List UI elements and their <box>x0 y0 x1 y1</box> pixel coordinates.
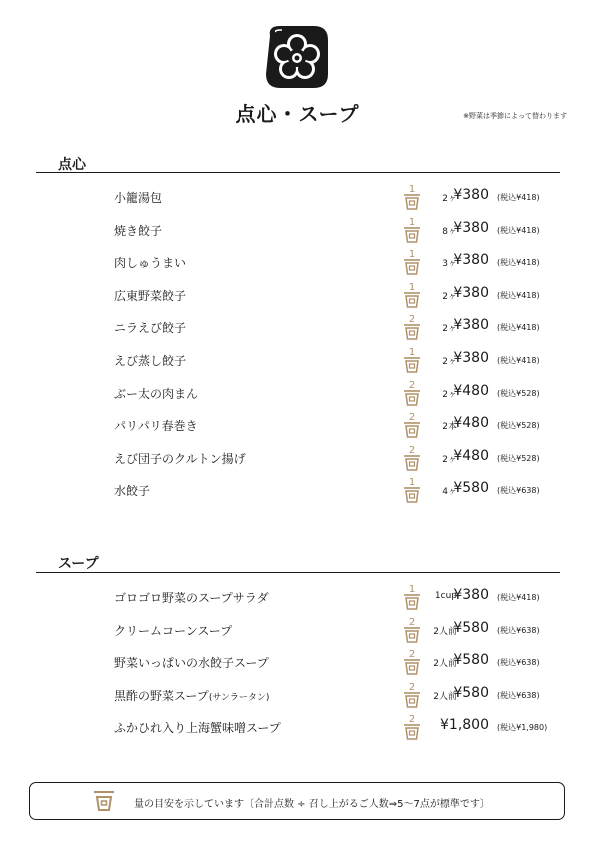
item-name-text: 肉しゅうまい <box>114 256 187 271</box>
item-price-with-tax: (税込¥418) <box>497 225 540 235</box>
item-quantity: 2ヶ <box>442 357 457 367</box>
menu-item <box>0 377 595 409</box>
portion-pot-icon <box>403 616 421 644</box>
item-price: ¥1,800 <box>440 717 489 734</box>
menu-item <box>0 646 595 678</box>
item-name-text: クリームコーンスープ <box>114 623 233 638</box>
item-name-text: ニラえび餃子 <box>114 321 187 336</box>
item-quantity: 3ヶ <box>442 259 457 270</box>
menu-item <box>0 214 595 246</box>
point-number: 1 <box>408 249 416 261</box>
section-title: スープ <box>58 556 99 572</box>
item-name-text: 水餃子 <box>114 484 151 499</box>
portion-pot-icon <box>403 583 421 611</box>
item-price-with-tax: (税込¥528) <box>497 421 540 431</box>
menu-item <box>0 279 595 311</box>
item-name <box>114 719 281 736</box>
portion-pot-icon <box>403 411 421 439</box>
section-title: 点心 <box>58 157 86 173</box>
item-name-text: ふかひれ入り上海蟹味噌スープ <box>114 721 281 736</box>
portion-pot-icon <box>403 216 421 244</box>
item-name <box>114 319 186 336</box>
item-quantity: 2ヶ <box>442 454 457 465</box>
portion-pot-icon <box>403 444 421 472</box>
portion-pot-icon <box>403 313 421 341</box>
item-name-text: 野菜いっぱいの水餃子スープ <box>114 656 269 671</box>
item-price-with-tax: (税込¥418) <box>497 323 540 333</box>
portion-pot-icon <box>403 248 421 276</box>
item-quantity: 2ヶ <box>442 389 457 400</box>
item-name <box>114 589 269 606</box>
item-price-with-tax: (税込¥528) <box>497 453 540 463</box>
item-price: ¥380 <box>453 187 489 203</box>
item-name-text: 黒酢の野菜スープ <box>114 688 209 703</box>
menu-item <box>0 581 595 613</box>
point-number: 2 <box>408 649 416 661</box>
item-price-with-tax: (税込¥528) <box>497 388 540 398</box>
item-quantity: 2ヶ <box>442 291 457 302</box>
item-name-text: 焼き餃子 <box>114 223 163 238</box>
item-name-text: ゴロゴロ野菜のスープサラダ <box>114 591 269 605</box>
point-number: 1 <box>408 281 416 293</box>
item-quantity: 2ヶ <box>442 324 457 335</box>
point-number: 1 <box>408 347 416 358</box>
menu-item <box>0 474 595 506</box>
restaurant-logo <box>262 22 332 92</box>
item-price: ¥580 <box>453 480 489 497</box>
item-price-with-tax: (税込¥418) <box>497 593 540 602</box>
item-quantity: 8ヶ <box>442 226 457 237</box>
item-name-text: 小籠湯包 <box>114 191 163 205</box>
menu-item <box>0 711 595 743</box>
item-price-with-tax: (税込¥418) <box>497 356 540 365</box>
menu-item <box>0 409 595 441</box>
item-price-with-tax: (税込¥1,980) <box>497 723 548 733</box>
item-price: ¥580 <box>453 652 489 669</box>
portion-pot-icon <box>403 713 421 741</box>
menu-item <box>0 679 595 711</box>
item-quantity: 2人前 <box>433 626 457 637</box>
item-name <box>114 287 186 304</box>
point-number: 2 <box>408 681 416 693</box>
item-price-with-tax: (税込¥638) <box>497 690 540 700</box>
point-number: 2 <box>408 616 416 628</box>
item-name-text: えび団子のクルトン揚げ <box>114 451 246 466</box>
section-divider <box>36 572 560 573</box>
portion-pot-icon <box>403 346 421 374</box>
item-name <box>114 482 150 499</box>
point-number: 2 <box>408 714 416 726</box>
portion-pot-icon <box>403 476 421 504</box>
item-name <box>114 352 186 369</box>
item-price: ¥380 <box>453 219 489 236</box>
item-price-with-tax: (税込¥638) <box>497 658 540 668</box>
item-price-with-tax: (税込¥418) <box>497 258 540 268</box>
portion-pot-icon <box>403 648 421 676</box>
point-number: 1 <box>408 477 416 489</box>
point-number: 2 <box>408 314 416 326</box>
item-name <box>114 417 198 434</box>
item-name <box>114 254 186 271</box>
item-name <box>114 687 269 704</box>
point-number: 2 <box>408 379 416 391</box>
item-name <box>114 222 162 239</box>
item-price: ¥480 <box>453 447 489 464</box>
item-name-text: パリパリ春巻き <box>114 419 198 434</box>
item-quantity: 2ヶ <box>442 194 457 204</box>
portion-legend <box>29 782 565 820</box>
point-number: 1 <box>408 584 416 595</box>
item-price: ¥580 <box>453 619 489 636</box>
portion-pot-icon <box>403 281 421 309</box>
item-name-text: 広東野菜餃子 <box>114 288 187 303</box>
menu-item <box>0 311 595 343</box>
menu-item <box>0 344 595 376</box>
portion-pot-icon <box>403 379 421 407</box>
item-name-note: (サンラータン) <box>208 692 270 703</box>
item-price: ¥380 <box>453 317 489 334</box>
seasonal-note: ※野菜は季節によって替わります <box>463 112 567 120</box>
item-quantity: 2本 <box>442 422 457 433</box>
item-price: ¥580 <box>453 684 489 701</box>
item-name <box>114 654 269 671</box>
item-name <box>114 189 162 206</box>
portion-pot-icon <box>403 183 421 211</box>
item-name <box>114 622 232 639</box>
item-price: ¥380 <box>453 284 489 301</box>
menu-item <box>0 181 595 213</box>
item-price-with-tax: (税込¥638) <box>497 486 540 496</box>
item-price: ¥480 <box>453 382 489 399</box>
point-number: 2 <box>408 444 416 456</box>
item-price: ¥380 <box>453 587 489 603</box>
item-name <box>114 385 198 402</box>
portion-legend-text: 量の目安を示しています〔合計点数 ÷ 召し上がるご人数⇒5〜7点が標準です〕 <box>134 799 490 810</box>
point-number: 2 <box>408 412 416 424</box>
section-divider <box>36 172 560 173</box>
item-quantity: 4ヶ <box>442 487 457 498</box>
item-price: ¥380 <box>453 350 489 366</box>
item-name-text: ぶー太の肉まん <box>114 386 199 401</box>
item-name-text: えび蒸し餃子 <box>114 354 187 368</box>
menu-item <box>0 246 595 278</box>
item-price-with-tax: (税込¥418) <box>497 193 540 202</box>
item-price-with-tax: (税込¥638) <box>497 625 540 635</box>
item-name <box>114 450 246 467</box>
menu-item <box>0 442 595 474</box>
item-price: ¥480 <box>453 415 489 432</box>
portion-pot-icon <box>403 681 421 709</box>
item-quantity: 2人前 <box>433 659 457 670</box>
item-price: ¥380 <box>453 252 489 269</box>
menu-item <box>0 614 595 646</box>
point-number: 1 <box>408 184 416 195</box>
page-title: 点心・スープ <box>235 102 360 126</box>
point-number: 1 <box>408 216 416 228</box>
item-price-with-tax: (税込¥418) <box>497 290 540 300</box>
item-quantity: 2人前 <box>433 691 457 702</box>
item-quantity: 1cup <box>434 591 457 601</box>
portion-pot-icon <box>92 789 116 813</box>
